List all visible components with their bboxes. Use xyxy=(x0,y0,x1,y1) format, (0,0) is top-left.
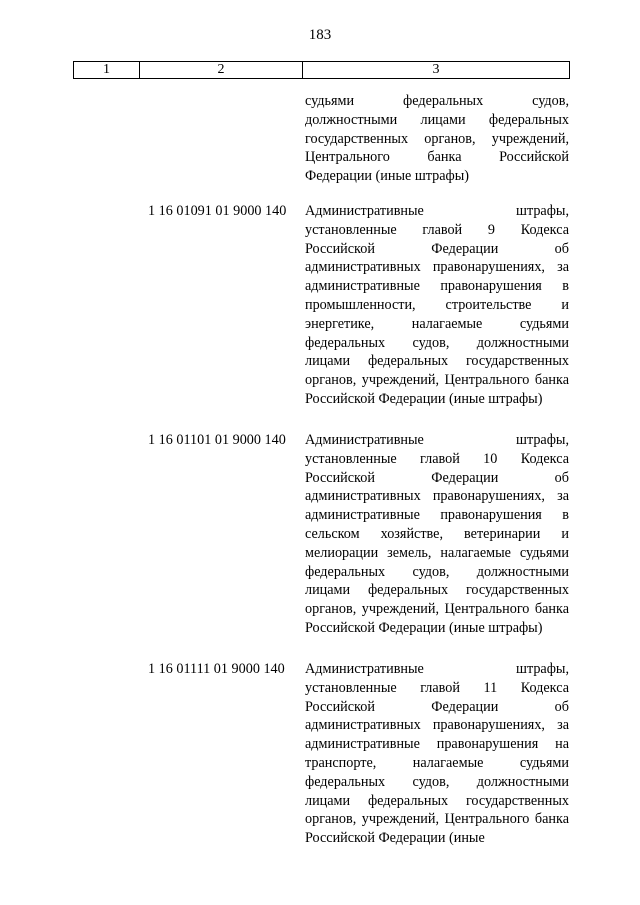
header-cell-1: 1 xyxy=(74,62,140,78)
budget-code: 1 16 01101 01 9000 140 xyxy=(148,432,286,448)
header-cell-2: 2 xyxy=(140,62,303,78)
description-text: Административные штрафы, установленные главой 10 Кодекса Российской Федерации об административных правонарушениях, за административные правонарушения в сельском хозяйстве, ветеринарии и мелиорации земель, налагаемые судьями федеральных судов, должностными лицами федеральных государственных органов, учреждений, Центрального банка Российской Федерации (иные штрафы) xyxy=(305,432,569,636)
page-number: 183 xyxy=(308,27,332,43)
budget-code: 1 16 01091 01 9000 140 xyxy=(148,203,287,219)
description-text: судьями федеральных судов, должностными лицами федеральных государственных органов, учреждений, Центрального банка Российской Федерации (иные штрафы) xyxy=(305,93,569,185)
description-text: Административные штрафы, установленные главой 9 Кодекса Российской Федерации об административных правонарушениях, за административные правонарушения в промышленности, строительстве и энергетике, налагаемые судьями федеральных судов, должностными лицами федеральных государственных органов, учреждений, Центрального банка Российской Федерации (иные штрафы) xyxy=(305,203,569,407)
description-text: Административные штрафы, установленные главой 11 Кодекса Российской Федерации об административных правонарушениях, за административные правонарушения на транспорте, налагаемые судьями федеральных судов, должностными лицами федеральных государственных органов, учреждений, Центрального банка Российской Федерации (иные xyxy=(305,661,569,847)
header-cell-3: 3 xyxy=(432,62,440,77)
budget-code: 1 16 01111 01 9000 140 xyxy=(148,661,285,677)
table-header-row xyxy=(73,61,570,79)
